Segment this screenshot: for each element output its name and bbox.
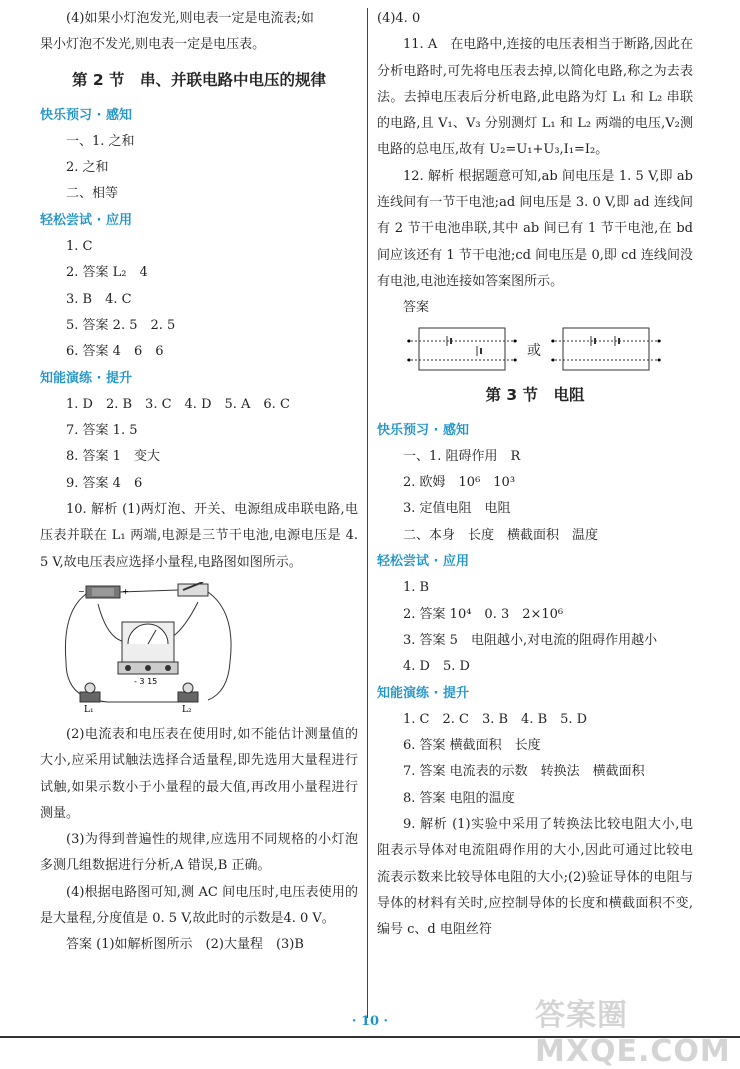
answer-line: (4)4. 0: [377, 11, 421, 26]
text-line: (4)如果小灯泡发光,则电表一定是电流表;如: [66, 11, 314, 26]
answer-line: 答案 (1)如解析图所示 (2)大量程 (3)B: [66, 937, 304, 953]
answer-line: 1. B: [403, 580, 430, 596]
circuit-drawing: [58, 582, 238, 714]
lamp-label: L₁: [84, 704, 94, 714]
answer-line: 3. 答案 5 电阻越小,对电流的阻碍作用越小: [403, 632, 658, 648]
or-label: 或: [527, 342, 541, 359]
answer-label: 答案: [403, 300, 430, 316]
answer-line: 2. 答案 L₂ 4: [66, 265, 148, 281]
right-column: [377, 6, 693, 944]
answer-line: 1. C 2. C 3. B 4. B 5. D: [403, 711, 588, 727]
answer-line: 8. 答案 电阻的温度: [403, 790, 515, 806]
answer-line: 3. 定值电阻 电阻: [403, 501, 511, 517]
explanation-paragraph: 12. 解析 根据题意可知,ab 间电压是 1. 5 V,即 ab 连线间有一节干电池;ad 间电压是 3. 0 V,即 ad 连线间有 2 节干电池串联,其中 ab 间已有 1 节干电池,在 bd 间应该还有 1 节干电池;cd 间电压是 0,即 cd 连线间没有电池,电池连接如答案图所示。: [377, 168, 693, 289]
explanation-paragraph: 9. 解析 (1)实验中采用了转换法比较电阻大小,电阻表示导体对电流阻碍作用的大小,因此可通过比较电流表示数来比较导体电阻的大小;(2)验证导体的电阻与导体的材料有关时,应控制导体的长度和横截面积不变,编号 c、d 电阻丝符: [377, 817, 693, 938]
explanation-paragraph: (4)根据电路图可知,测 AC 间电压时,电压表使用的是大量程,分度值是 0. 5 V,故此时的示数是4. 0 V。: [40, 884, 358, 927]
svg-text:+: +: [122, 586, 129, 596]
answer-line: 1. D 2. B 3. C 4. D 5. A 6. C: [66, 396, 290, 412]
explanation-paragraph: 11. A 在电路中,连接的电压表相当于断路,因此在分析电路时,可先将电压表去掉,以简化电路,称之为去表法。去掉电压表后分析电路,此电路为灯 L₁ 和 L₂ 串联的电路,且 V₁、V₃ 分别测灯 L₁ 和 L₂ 两端的电压,V₂测电路的总电压,故有 U₂=U₁+U₃,I₁=I₂。: [377, 37, 693, 158]
answer-line: 2. 欧姆 10⁶ 10³: [403, 475, 516, 491]
explanation-paragraph: (2)电流表和电压表在使用时,如不能估计测量值的大小,应采用试触法选择合适量程,即先选用大量程进行试触,如果示数小于小量程的最大值,再改用小量程进行测量。: [40, 726, 358, 821]
meter-range-label: - 3 15: [134, 676, 158, 686]
answer-line: 4. D 5. D: [403, 659, 470, 675]
lamp-label: L₂: [182, 704, 192, 714]
subsection-heading: 快乐预习 · 感知: [40, 107, 132, 123]
subsection-heading: 轻松尝试 · 应用: [377, 554, 469, 570]
answer-line: 一、1. 阻碍作用 R: [403, 448, 521, 464]
svg-text:−: −: [78, 586, 85, 596]
answer-line: 3. B 4. C: [66, 291, 132, 307]
answer-line: 2. 答案 10⁴ 0. 3 2×10⁶: [403, 606, 564, 622]
footer-rule: [0, 1036, 740, 1046]
answer-line: 7. 答案 1. 5: [66, 423, 138, 439]
answer-line: 2. 之和: [66, 160, 109, 176]
left-column: [40, 6, 358, 959]
subsection-heading: 知能演练 · 提升: [40, 370, 132, 386]
section-title: 第 3 节 电阻: [485, 385, 585, 404]
answer-circuits: [407, 326, 693, 374]
answer-line: 二、相等: [66, 186, 119, 202]
subsection-heading: 知能演练 · 提升: [377, 685, 469, 701]
circuit-diagram-b: [551, 326, 661, 374]
subsection-heading: 快乐预习 · 感知: [377, 422, 469, 438]
page-number: · 10 ·: [351, 1014, 389, 1029]
circuit-figure: [58, 582, 358, 718]
explanation-paragraph: 10. 解析 (1)两灯泡、开关、电源组成串联电路,电压表并联在 L₁ 两端,电源是三节干电池,电源电压是 4. 5 V,故电压表应选择小量程,电路图如图所示。: [40, 502, 358, 570]
answer-line: 1. C: [66, 239, 93, 255]
answer-line: 二、本身 长度 横截面积 温度: [403, 527, 599, 543]
answer-line: 6. 答案 4 6 6: [66, 344, 164, 360]
circuit-diagram-a: [407, 326, 517, 374]
answer-line: 7. 答案 电流表的示数 转换法 横截面积: [403, 764, 645, 780]
subsection-heading: 轻松尝试 · 应用: [40, 212, 132, 228]
section-title: 第 2 节 串、并联电路中电压的规律: [71, 70, 327, 89]
text-line: 果小灯泡不发光,则电表一定是电压表。: [40, 37, 266, 53]
answer-line: 8. 答案 1 变大: [66, 449, 160, 465]
explanation-paragraph: (3)为得到普遍性的规律,应选用不同规格的小灯泡多测几组数据进行分析,A 错误,B 正确。: [40, 832, 358, 874]
answer-line: 5. 答案 2. 5 2. 5: [66, 317, 176, 333]
answer-line: 一、1. 之和: [66, 133, 135, 149]
watermark-logo: 答案圈 MXQE.COM: [535, 998, 731, 1069]
column-divider: [367, 8, 368, 1018]
answer-line: 6. 答案 横截面积 长度: [403, 738, 541, 754]
answer-line: 9. 答案 4 6: [66, 475, 143, 491]
